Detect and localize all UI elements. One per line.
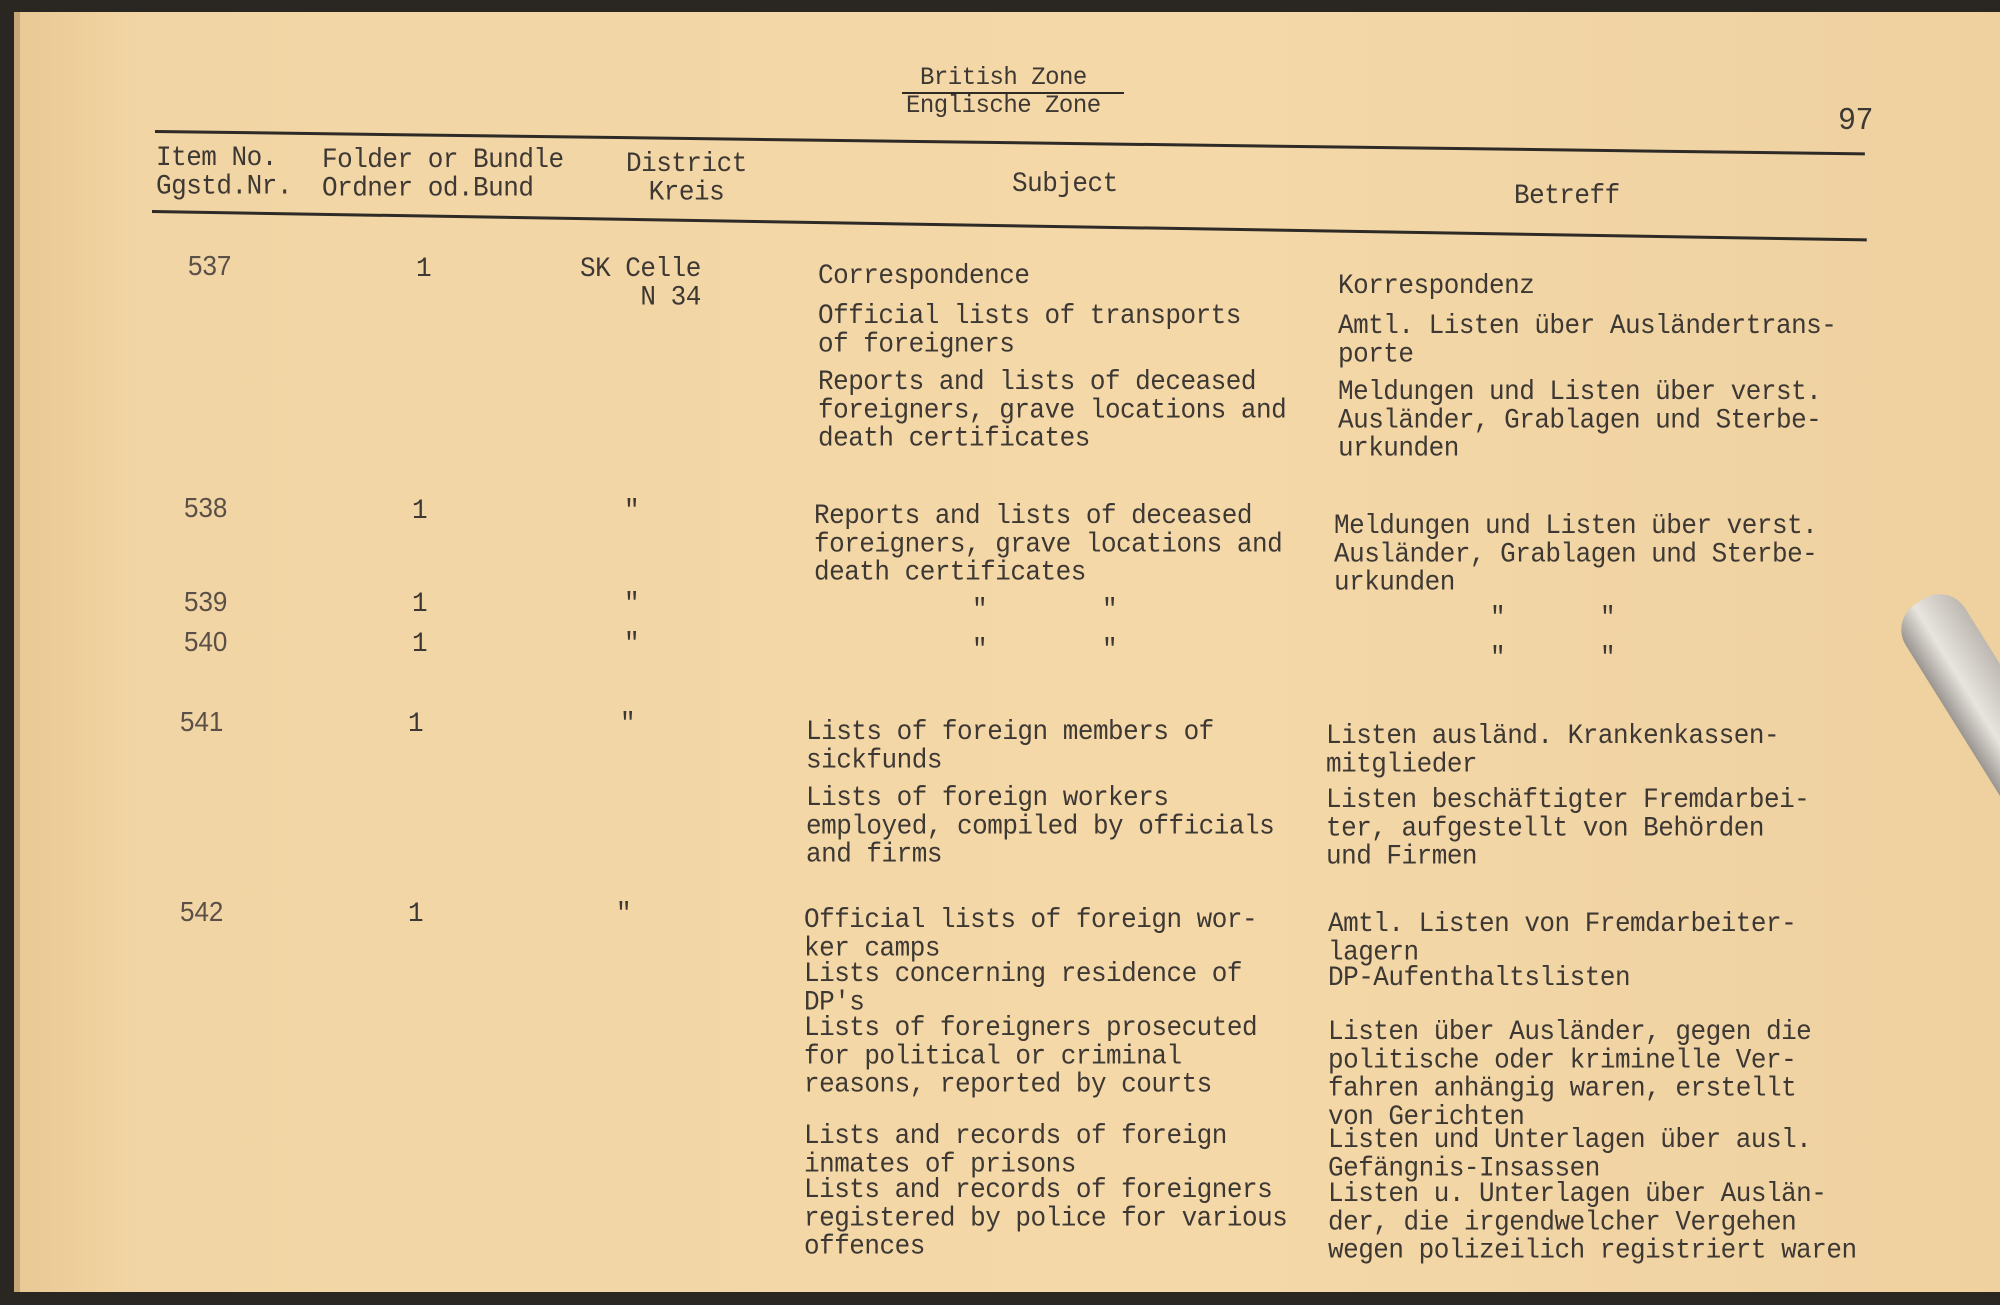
subject-de: Listen u. Unterlagen über Auslän- der, die irgendwelcher Vergehen wegen polizeilich registriert waren bbox=[1328, 1177, 1857, 1267]
subject-de: Listen und Unterlagen über ausl. Gefängnis-Insassen bbox=[1328, 1123, 1812, 1184]
col-subject: Subject bbox=[1012, 167, 1118, 200]
subject-en: Reports and lists of deceased foreigners, grave locations and death certificates bbox=[814, 499, 1283, 589]
zone-title-en: British Zone bbox=[920, 64, 1087, 93]
folder-count: 1 bbox=[412, 627, 428, 660]
subject-en: Lists concerning residence of DP's bbox=[804, 957, 1242, 1018]
subject-de: Meldungen und Listen über verst. Ausländer, Grablagen und Sterbe- urkunden bbox=[1338, 375, 1822, 465]
district-ditto: " bbox=[620, 707, 636, 740]
folder-count: 1 bbox=[412, 494, 428, 527]
subject-ditto: " bbox=[1102, 593, 1118, 626]
col-item: Item No. Ggstd.Nr. bbox=[156, 141, 292, 202]
subject-en: Correspondence bbox=[818, 259, 1030, 292]
subject-de: Listen ausländ. Krankenkassen- mitglieder bbox=[1326, 719, 1780, 780]
district-ditto: " bbox=[624, 494, 640, 527]
subject-en: Official lists of transports of foreigners bbox=[818, 299, 1241, 360]
subject-de: Listen über Ausländer, gegen die politische oder kriminelle Ver- fahren anhängig waren, erstellt von Gerichten bbox=[1328, 1015, 1812, 1133]
item-number: 537 bbox=[188, 249, 232, 282]
district-ditto: " bbox=[624, 587, 640, 620]
district-ditto: " bbox=[624, 627, 640, 660]
col-district: District Kreis bbox=[626, 147, 747, 208]
item-number: 539 bbox=[184, 585, 228, 618]
item-number: 541 bbox=[180, 705, 224, 738]
item-number: 540 bbox=[184, 625, 228, 658]
document-page bbox=[14, 12, 2000, 1292]
zone-title-de: Englische Zone bbox=[906, 92, 1101, 121]
subject-de: Listen beschäftigter Fremdarbei- ter, aufgestellt von Behörden und Firmen bbox=[1326, 783, 1810, 873]
header-bottom-rule bbox=[152, 210, 1867, 241]
betreff-ditto: " bbox=[1490, 641, 1506, 674]
col-folder: Folder or Bundle Ordner od.Bund bbox=[322, 143, 564, 204]
item-number: 538 bbox=[184, 491, 228, 524]
subject-en: Lists of foreign members of sickfunds bbox=[806, 715, 1214, 776]
folder-count: 1 bbox=[408, 707, 424, 740]
subject-en: Lists and records of foreigners registered by police for various offences bbox=[804, 1173, 1288, 1263]
item-number: 542 bbox=[180, 895, 224, 928]
folder-count: 1 bbox=[408, 897, 424, 930]
subject-ditto: " bbox=[1102, 633, 1118, 666]
subject-ditto: " bbox=[972, 633, 988, 666]
betreff-ditto: " bbox=[1490, 601, 1506, 634]
betreff-ditto: " bbox=[1600, 601, 1616, 634]
district-ditto: " bbox=[616, 897, 632, 930]
subject-de: DP-Aufenthaltslisten bbox=[1328, 961, 1631, 994]
subject-en: Lists of foreigners prosecuted for political or criminal reasons, reported by courts bbox=[804, 1011, 1258, 1101]
subject-de: Amtl. Listen über Ausländertrans- porte bbox=[1338, 309, 1837, 370]
subject-en: Lists of foreign workers employed, compiled by officials and firms bbox=[806, 781, 1275, 871]
folder-count: 1 bbox=[416, 252, 432, 285]
subject-ditto: " bbox=[972, 593, 988, 626]
subject-en: Lists and records of foreign inmates of prisons bbox=[804, 1119, 1227, 1180]
page-number: 97 bbox=[1838, 103, 1874, 140]
subject-de: Amtl. Listen von Fremdarbeiter- lagern bbox=[1328, 907, 1797, 968]
district: SK Celle N 34 bbox=[580, 252, 701, 313]
betreff-ditto: " bbox=[1600, 641, 1616, 674]
col-betreff: Betreff bbox=[1514, 179, 1620, 212]
subject-en: Reports and lists of deceased foreigners, grave locations and death certificates bbox=[818, 365, 1287, 455]
folder-count: 1 bbox=[412, 587, 428, 620]
subject-de: Meldungen und Listen über verst. Ausländer, Grablagen und Sterbe- urkunden bbox=[1334, 509, 1818, 599]
subject-de: Korrespondenz bbox=[1338, 269, 1535, 302]
subject-en: Official lists of foreign wor- ker camps bbox=[804, 903, 1258, 964]
